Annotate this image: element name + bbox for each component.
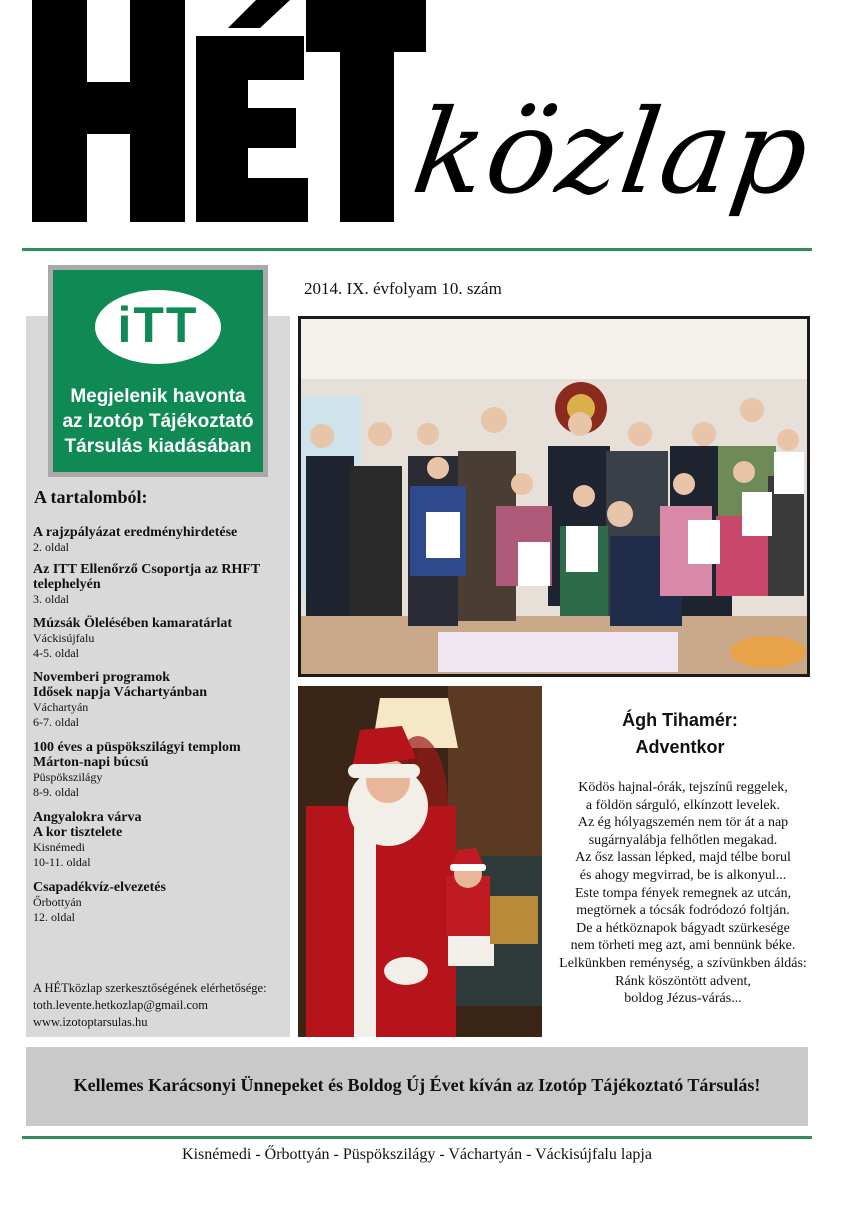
toc-item-place: Őrbottyán xyxy=(33,895,82,909)
toc-item[interactable] xyxy=(33,616,285,661)
poem-line: sugárnyalábja felhőtlen megakad. xyxy=(588,832,778,848)
poem-body xyxy=(542,779,824,1008)
toc-item-place: Kisnémedi xyxy=(33,840,85,854)
poem-line: Lelkünkben reménység, a szívünkben áldás: xyxy=(559,955,807,971)
poem-title: Adventkor xyxy=(635,737,725,757)
toc-item-title: 100 éves a püspökszilágyi templom xyxy=(33,740,241,755)
toc-item-page: 4-5. oldal xyxy=(33,646,79,660)
greeting-text: Kellemes Karácsonyi Ünnepeket és Boldog Új Évet kíván az Izotóp Tájékoztató Társulás! xyxy=(73,1075,761,1095)
toc-item[interactable] xyxy=(33,670,285,730)
logo-line: Megjelenik havonta xyxy=(70,386,246,407)
contact-block xyxy=(33,980,289,1031)
poem-line: Ködös hajnal-órák, tejszínű reggelek, xyxy=(578,780,788,795)
poem-line: Ránk köszöntött advent, xyxy=(615,973,751,989)
toc-item-title: A kor tisztelete xyxy=(33,825,123,840)
toc-item-page: 3. oldal xyxy=(33,592,69,606)
santa-photo xyxy=(298,686,542,1037)
toc-item-title: Csapadékvíz-elvezetés xyxy=(33,880,166,895)
toc-item-title: Novemberi programok xyxy=(33,670,170,685)
masthead-het-logo xyxy=(28,0,428,232)
toc-item[interactable] xyxy=(33,810,285,870)
toc-item-place: Püspökszilágy xyxy=(33,770,103,784)
itt-logo-oval xyxy=(95,290,221,364)
poem-line: Este tompa fények remegnek az utcán, xyxy=(574,885,792,901)
toc-item[interactable] xyxy=(33,740,285,800)
toc-item[interactable] xyxy=(33,525,285,555)
logo-line: Társulás kiadásában xyxy=(64,436,252,457)
toc-item[interactable] xyxy=(33,562,285,607)
masthead-divider xyxy=(22,248,812,251)
toc-item-title: A rajzpályázat eredményhirdetése xyxy=(33,525,238,540)
poem-author: Ágh Tihamér: xyxy=(622,710,738,730)
toc-item-title: Márton-napi búcsú xyxy=(33,755,149,770)
poem-heading xyxy=(560,707,800,761)
contact-label: A HÉTközlap szerkesztőségének elérhetősége: xyxy=(33,981,267,995)
group-photo xyxy=(298,316,810,677)
toc-item-title: Múzsák Ölelésében kamaratárlat xyxy=(33,616,233,631)
poem-line: megtörnek a tócsák fodródozó foltján. xyxy=(576,903,790,919)
poem-line: a földön sárguló, elkínzott levelek. xyxy=(585,797,781,813)
poem-line: nem törheti meg azt, ami bennünk béke. xyxy=(570,938,796,954)
poem-line: és ahogy megvirrad, be is alkonyul... xyxy=(579,867,787,883)
issue-line: 2014. IX. évfolyam 10. szám xyxy=(304,279,502,298)
itt-logo xyxy=(48,265,268,477)
logo-line: az Izotóp Tájékoztató xyxy=(62,411,254,432)
poem-line: De a hétköznapok bágyadt szürkesége xyxy=(576,920,790,936)
greeting-banner xyxy=(26,1047,808,1126)
footer-divider xyxy=(22,1136,812,1139)
toc-item-place: Váckisújfalu xyxy=(33,631,95,645)
toc-item-page: 2. oldal xyxy=(33,540,69,554)
toc-item-title: Angyalokra várva xyxy=(33,810,142,825)
toc-item-place: Váchartyán xyxy=(33,700,89,714)
contact-website-link[interactable]: www.izotoptarsulas.hu xyxy=(33,1015,148,1029)
toc-heading: A tartalomból: xyxy=(34,487,148,507)
contact-email-link[interactable]: toth.levente.hetkozlap@gmail.com xyxy=(33,998,208,1012)
toc-item-title: Az ITT Ellenőrző Csoportja az RHFT telephelyén xyxy=(33,562,260,592)
toc-item-page: 10-11. oldal xyxy=(33,855,91,869)
toc-item-page: 12. oldal xyxy=(33,910,75,924)
footer-villages: Kisnémedi - Őrbottyán - Püspökszilágy - Váchartyán - Váckisújfalu lapja xyxy=(182,1146,652,1163)
poem-line: Az ősz lassan lépked, majd télbe borul xyxy=(575,850,791,866)
poem-line: boldog Jézus-várás... xyxy=(624,991,742,1007)
poem-line: Az ég hólyagszemén nem tör át a nap xyxy=(577,815,789,831)
toc-item[interactable] xyxy=(33,880,285,925)
toc-item-page: 8-9. oldal xyxy=(33,785,79,799)
itt-logo-mark: iTT xyxy=(117,297,199,353)
toc-item-page: 6-7. oldal xyxy=(33,715,79,729)
masthead-kozlap-script: közlap xyxy=(405,85,819,220)
toc-item-title: Idősek napja Váchartyánban xyxy=(33,685,208,700)
